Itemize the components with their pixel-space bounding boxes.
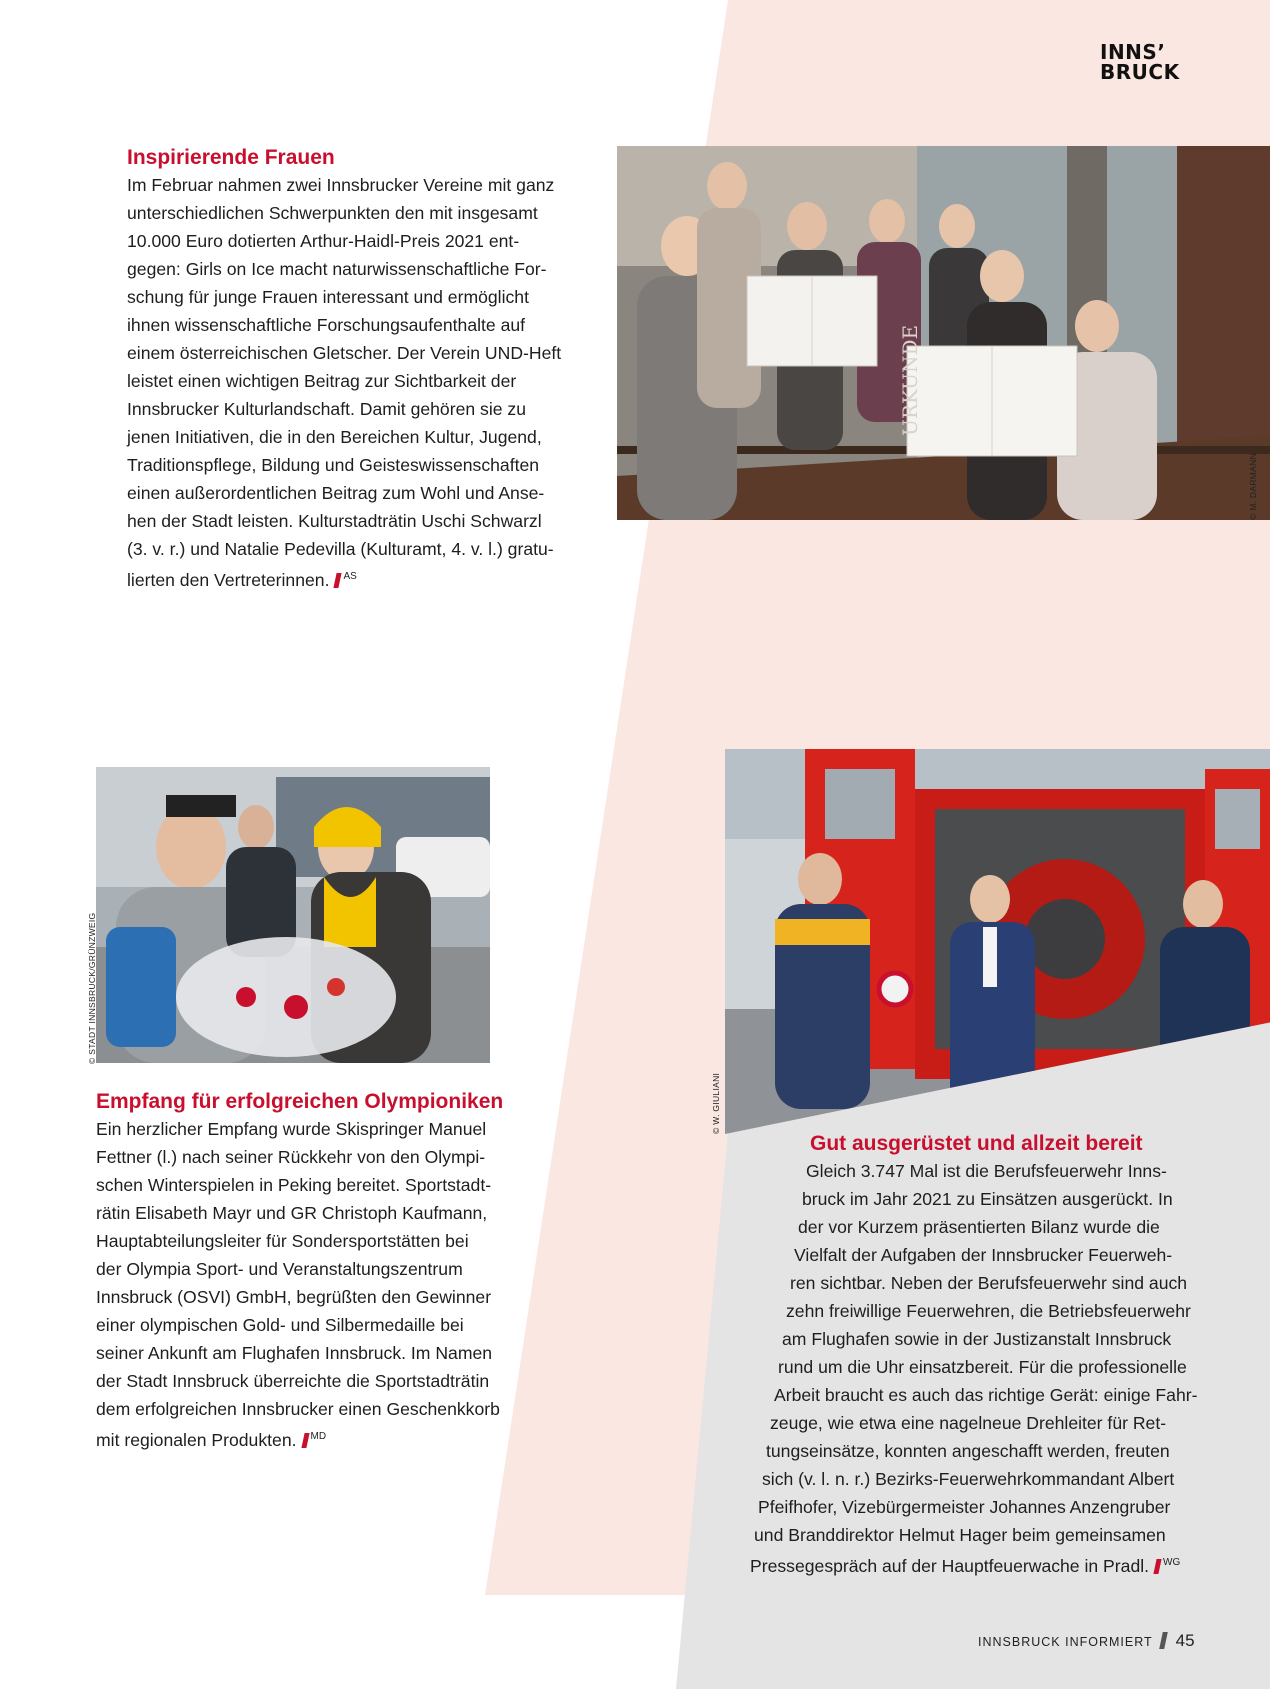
body-line: der Stadt Innsbruck überreichte die Sportstadträtin [96, 1371, 490, 1391]
author-signature: AS [335, 563, 356, 594]
body-line: einen außerordentlichen Beitrag zum Wohl und Anse- [127, 483, 545, 503]
body-line: Fettner (l.) nach seiner Rückkehr von den Olympi- [96, 1147, 486, 1167]
body-line: Im Februar nahmen zwei Innsbrucker Vereine mit ganz [127, 175, 555, 195]
body-line: Pressegespräch auf der Hauptfeuerwache in Pradl. $^{WG}$ [0, 1549, 1270, 1577]
body-line: zeuge, wie etwa eine nagelneue Drehleiter für Ret- [770, 1413, 1167, 1433]
body-line: Innsbrucker Kulturlandschaft. Damit gehören sie zu [127, 399, 526, 419]
body-line: (3. v. r.) und Natalie Pedevilla (Kulturamt, 4. v. l.) gratu- [127, 539, 554, 559]
body-line: bruck im Jahr 2021 zu Einsätzen ausgerückt. In [802, 1189, 1173, 1209]
body-line: hen der Stadt leisten. Kulturstadträtin Uschi Schwarzl [127, 511, 542, 531]
body-line: Pfeifhofer, Vizebürgermeister Johannes Anzengruber [758, 1497, 1171, 1517]
body-line: schung für junge Frauen interessant und ermöglicht [127, 287, 529, 307]
certificate-text: URKUNDE [898, 324, 922, 436]
body-line: Arbeit braucht es auch das richtige Gerät: einige Fahr- [774, 1385, 1198, 1405]
article-feuerwehr-body [0, 1157, 1270, 1577]
body-line: rund um die Uhr einsatzbereit. Für die professionelle [778, 1357, 1187, 1377]
author-signature: MD [303, 1423, 327, 1454]
article-title: Inspirierende Frauen [127, 146, 335, 169]
body-line: 10.000 Euro dotierten Arthur-Haidl-Preis 2021 ent- [127, 231, 520, 251]
photo-award-ceremony [617, 146, 1270, 520]
article-body [127, 171, 597, 591]
body-line: tungseinsätze, konnten angeschafft werden, freuten [766, 1441, 1170, 1461]
red-slash-icon [1153, 1559, 1161, 1574]
body-line: Hauptabteilungsleiter für Sondersportstätten bei [96, 1231, 469, 1251]
body-line: am Flughafen sowie in der Justizanstalt Innsbruck [782, 1329, 1172, 1349]
body-line: unterschiedlichen Schwerpunkten den mit insgesamt [127, 203, 538, 223]
body-line: ren sichtbar. Neben der Berufsfeuerwehr sind auch [790, 1273, 1188, 1293]
photo-credit: © W. GIULIANI [711, 1072, 721, 1134]
body-line: schen Winterspielen in Peking bereitet. Sportstadt- [96, 1175, 492, 1195]
body-line: einem österreichischen Gletscher. Der Verein UND-Heft [127, 343, 562, 363]
publication-name: INNSBRUCK INFORMIERT [978, 1635, 1153, 1649]
body-line: lierten den Vertreterinnen. $^{AS}$ [127, 563, 597, 591]
body-line: rätin Elisabeth Mayr und GR Christoph Kaufmann, [96, 1203, 488, 1223]
body-line: sich (v. l. n. r.) Bezirks-Feuerwehrkommandant Albert [762, 1469, 1175, 1489]
body-line: mit regionalen Produkten. $^{MD}$ [96, 1423, 536, 1451]
photo-credit: © STADT INNSBRUCK/GRÜNZWEIG [87, 912, 97, 1064]
body-line: Traditionspflege, Bildung und Geisteswissenschaften [127, 455, 540, 475]
body-line: jenen Initiativen, die in den Bereichen Kultur, Jugend, [127, 427, 542, 447]
innsbruck-logo: INNS’ BRUCK [1100, 40, 1180, 84]
body-line: der vor Kurzem präsentierten Bilanz wurde die [798, 1217, 1160, 1237]
body-line: einer olympischen Gold- und Silbermedaille bei [96, 1315, 464, 1335]
body-line: seiner Ankunft am Flughafen Innsbruck. Im Namen [96, 1343, 493, 1363]
article-title: Empfang für erfolgreichen Olympioniken [96, 1090, 504, 1113]
article-inspirierende-frauen [127, 145, 597, 591]
footer-divider [1159, 1632, 1168, 1649]
body-line: Vielfalt der Aufgaben der Innsbrucker Feuerweh- [794, 1245, 1173, 1265]
body-line: und Branddirektor Helmut Hager beim gemeinsamen [754, 1525, 1166, 1545]
red-slash-icon [334, 573, 342, 588]
body-line: dem erfolgreichen Innsbrucker einen Geschenkkorb [96, 1399, 500, 1419]
author-signature: WG [1155, 1549, 1180, 1580]
photo-olympic-welcome [96, 767, 490, 1063]
article-title-feuerwehr: Gut ausgerüstet und allzeit bereit [810, 1132, 1143, 1155]
body-line: ihnen wissenschaftliche Forschungsaufenthalte auf [127, 315, 526, 335]
body-line: zehn freiwillige Feuerwehren, die Betriebsfeuerwehr [786, 1301, 1191, 1321]
body-line: Gleich 3.747 Mal ist die Berufsfeuerwehr Inns- [806, 1161, 1167, 1181]
body-line: Innsbruck (OSVI) GmbH, begrüßten den Gewinner [96, 1287, 492, 1307]
page-number: 45 [1175, 1631, 1195, 1650]
body-line: leistet einen wichtigen Beitrag zur Sichtbarkeit der [127, 371, 517, 391]
photo-credit: © M. DARMANN [1248, 452, 1258, 520]
body-line: der Olympia Sport- und Veranstaltungszentrum [96, 1259, 463, 1279]
body-line: gegen: Girls on Ice macht naturwissenschaftliche For- [127, 259, 547, 279]
body-line: Ein herzlicher Empfang wurde Skispringer Manuel [96, 1119, 487, 1139]
page-footer [978, 1631, 1195, 1651]
